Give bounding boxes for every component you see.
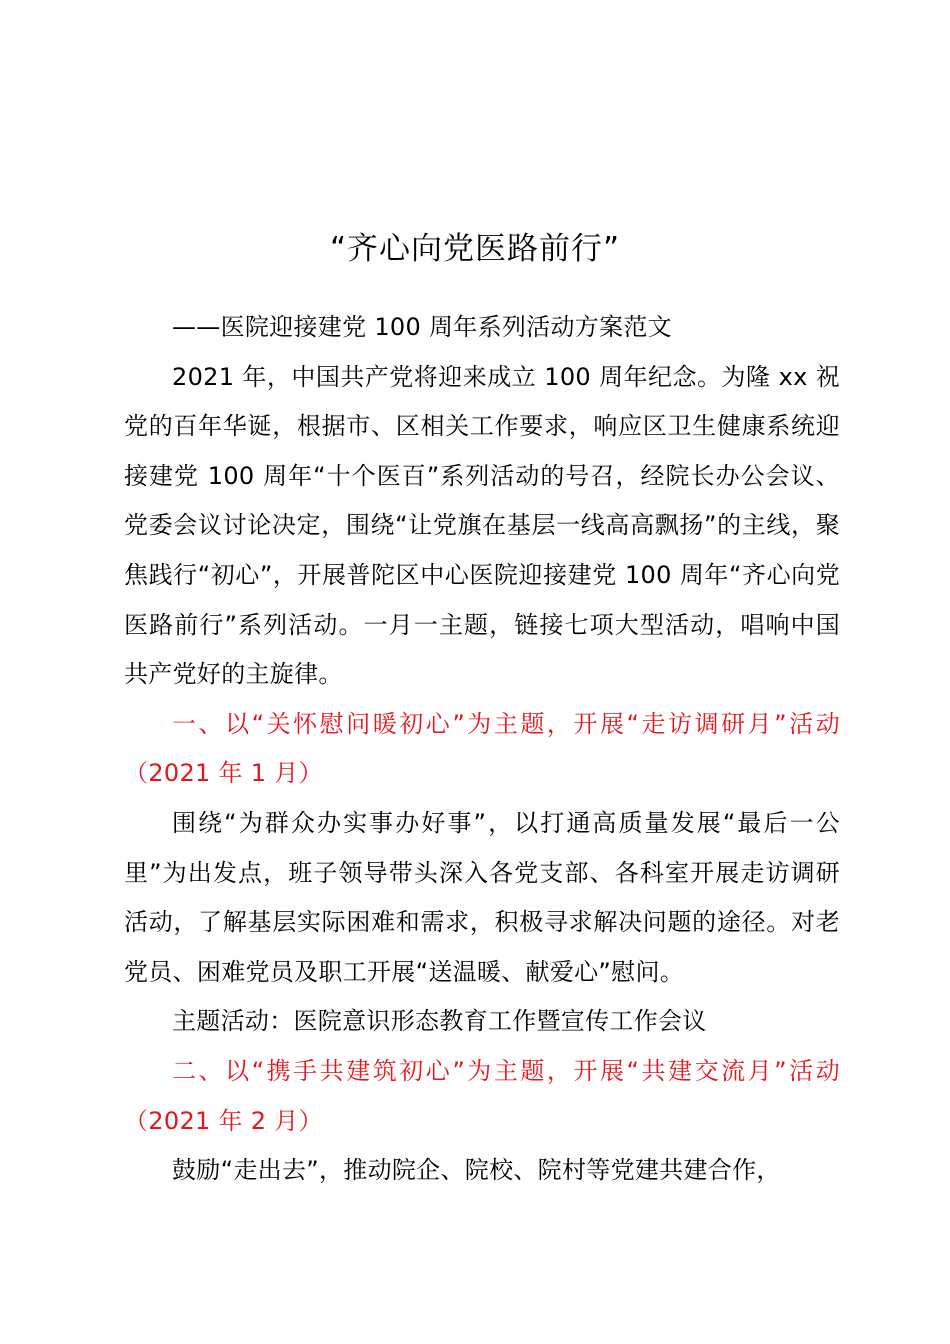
section-1-heading: 一、以“关怀慰问暖初心”为主题，开展“走访调研月”活动（2021 年 1 月） [124, 709, 840, 788]
document-body [124, 303, 840, 1196]
subtitle: ——医院迎接建党 100 周年系列活动方案范文 [172, 313, 672, 341]
section-1-activity: 主题活动：医院意识形态教育工作暨宣传工作会议 [172, 1007, 707, 1036]
section-1-body: 围绕“为群众办实事办好事”，以打通高质量发展“最后一公里”为出发点，班子领导带头深入各党支部、各科室开展走访调研活动，了解基层实际困难和需求，积极寻求解决问题的途径。对老党员、困难党员及职工开展“送温暖、献爱心”慰问。 [124, 808, 840, 986]
section-2-heading: 二、以“携手共建筑初心”为主题，开展“共建交流月”活动（2021 年 2 月） [124, 1056, 840, 1135]
section-2-body: 鼓励“走出去”，推动院企、院校、院村等党建共建合作， [172, 1156, 781, 1185]
intro-paragraph: 2021 年，中国共产党将迎来成立 100 周年纪念。为隆 xx 祝党的百年华诞，根据市、区相关工作要求，响应区卫生健康系统迎接建党 100 周年“十个医百”系列活动的号召，经院长办公会议、党委会议讨论决定，围绕“让党旗在基层一线高高飘扬”的主线，聚焦践行“初心”，开展普陀区中心医院迎接建党 100 周年“齐心向党医路前行”系列活动。一月一主题，链接七项大型活动，唱响中国共产党好的主旋律。 [124, 362, 840, 689]
document-title: “齐心向党医路前行” [329, 231, 621, 267]
